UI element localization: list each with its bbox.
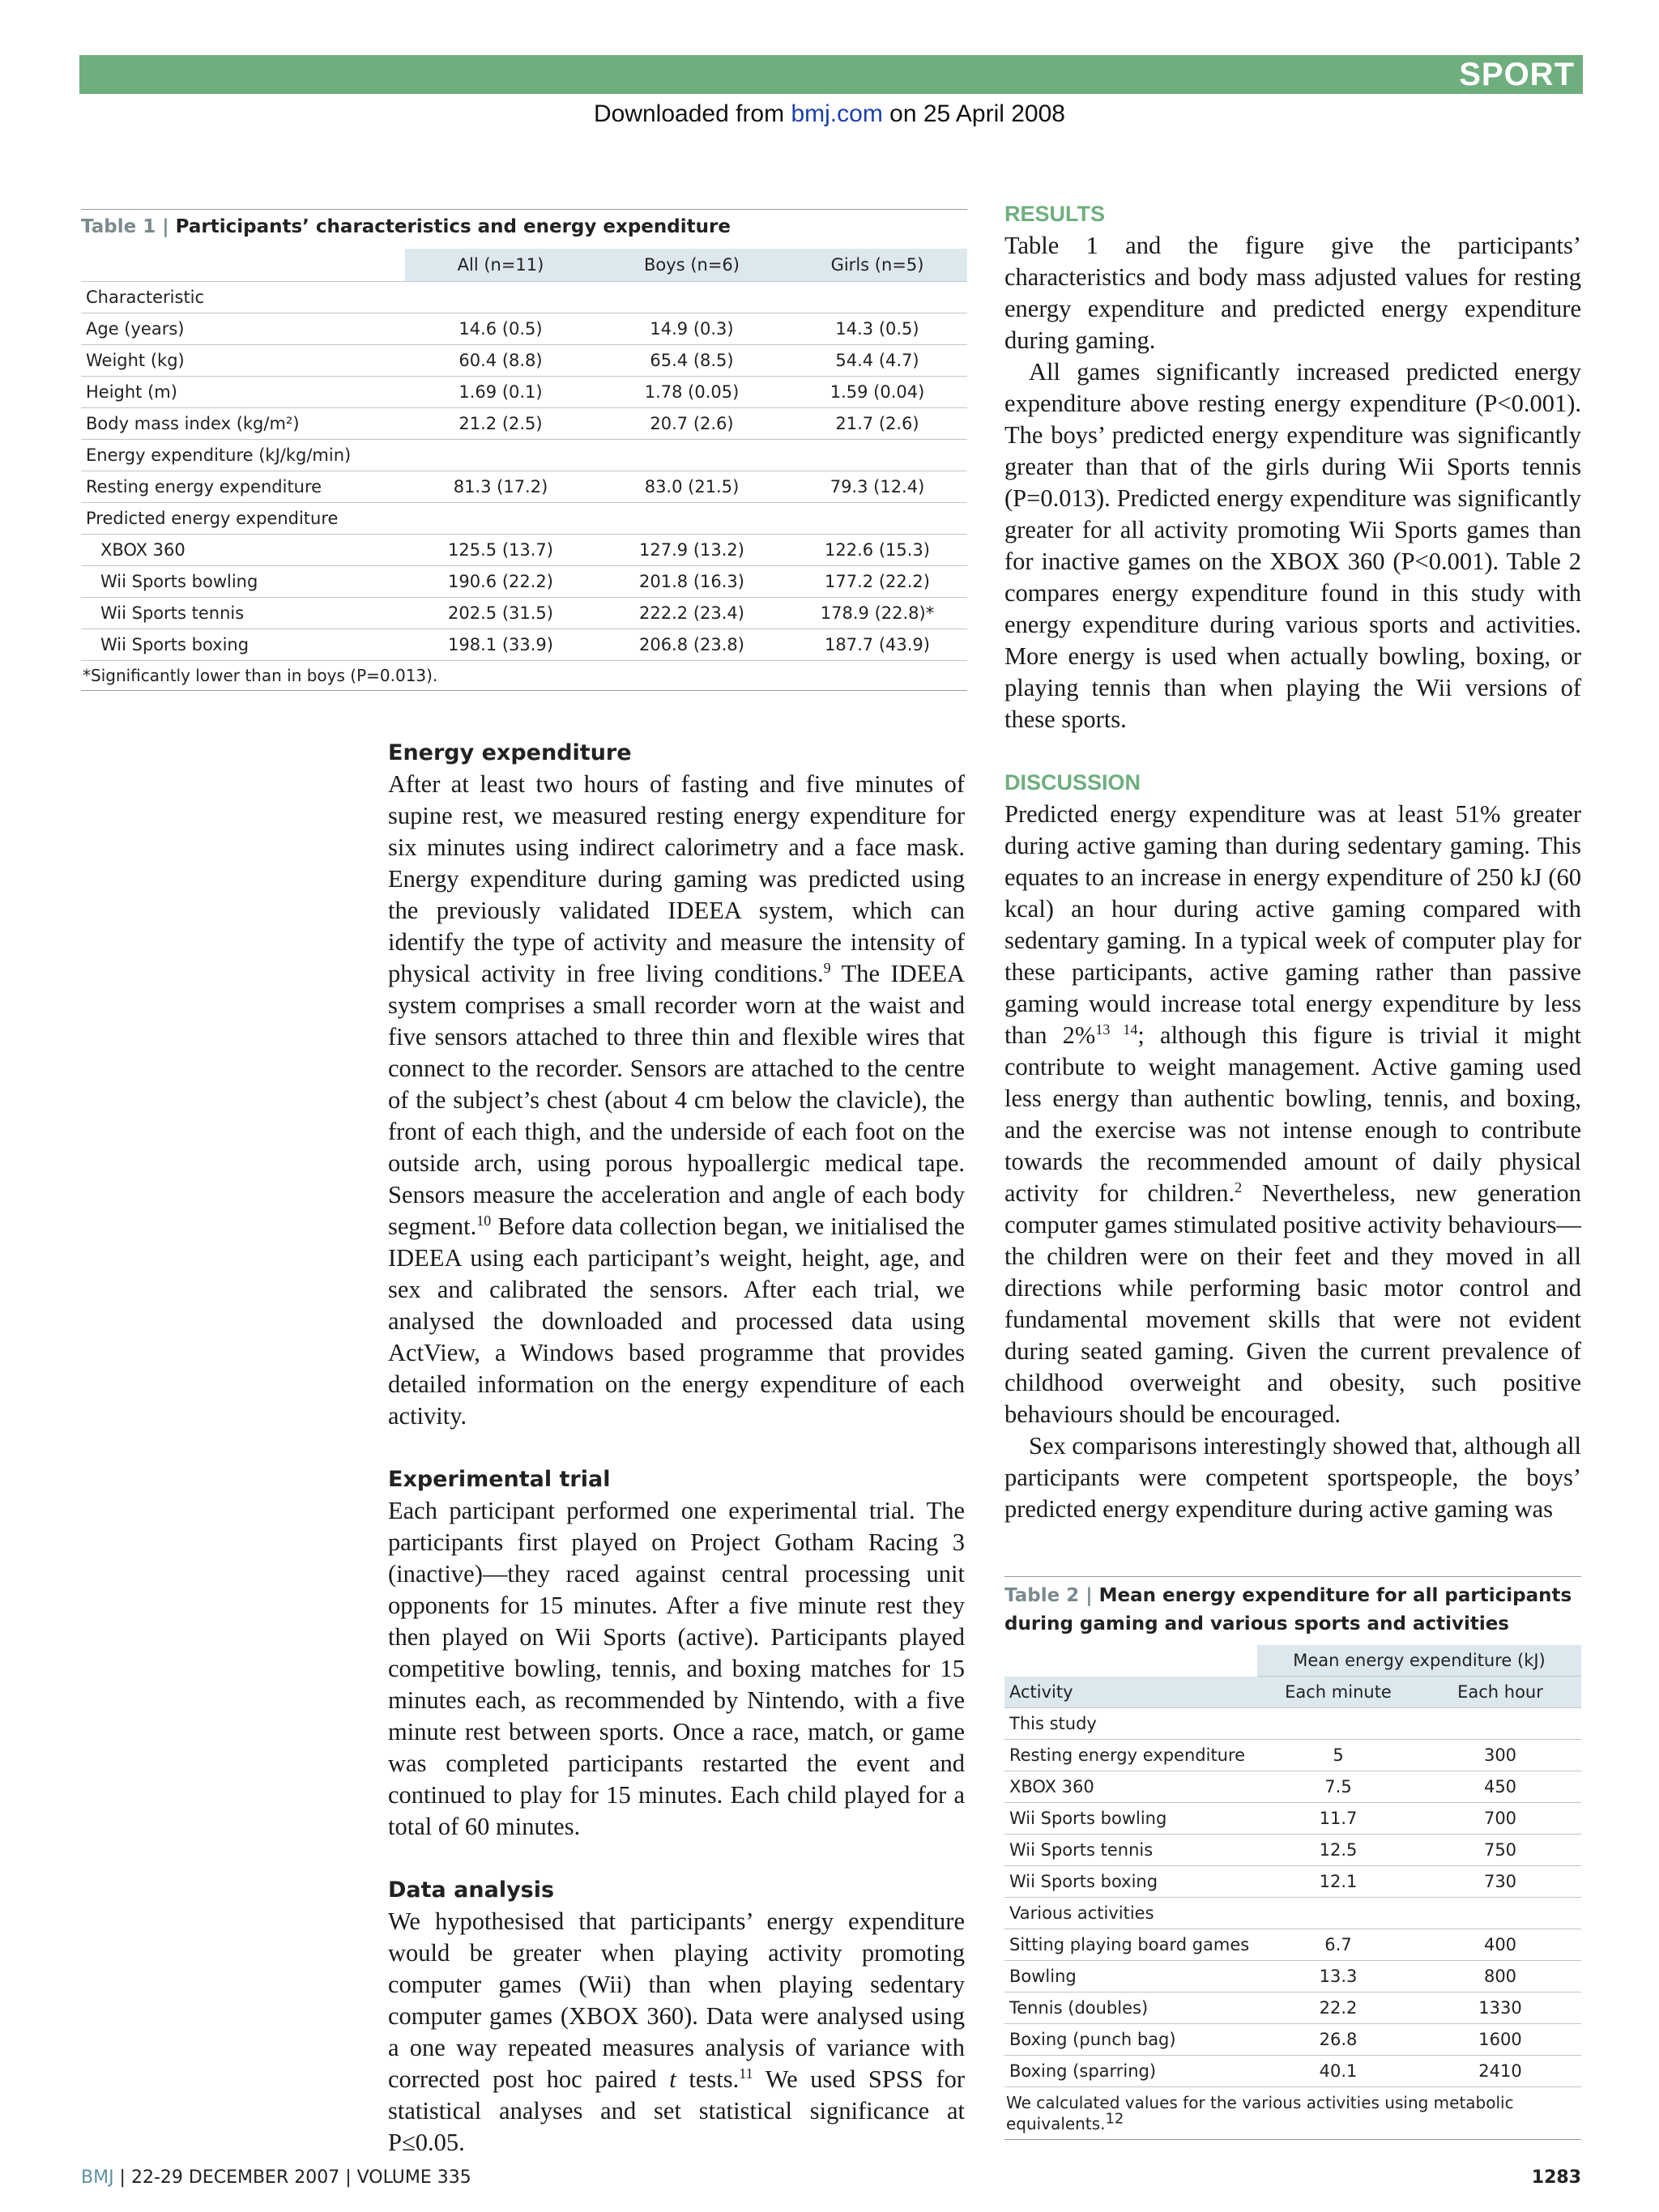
download-prefix: Downloaded from (593, 100, 791, 127)
table-row (81, 502, 967, 534)
table-row (1004, 2056, 1581, 2087)
cell-minute: 26.8 (1257, 2024, 1419, 2056)
row-label: Wii Sports bowling (1004, 1803, 1257, 1835)
table-2 (1004, 1576, 1581, 2140)
discussion-heading: DISCUSSION (1004, 770, 1141, 795)
cell-minute: 11.7 (1257, 1803, 1419, 1835)
cell-hour (1419, 1708, 1581, 1740)
table-row (81, 629, 967, 660)
energy-text-3: Before data collection began, we initialised the IDEEA using each participant’s weight, height, age, and sex and calibrated the sensors. After each trial, we analysed the downloaded and processed data using ActView, a Windows based programme that provides detailed information on the energy expenditure of each activity. (388, 1213, 965, 1430)
cell-hour: 400 (1419, 1929, 1581, 1961)
row-label: Wii Sports boxing (81, 629, 405, 660)
cell-minute: 40.1 (1257, 2056, 1419, 2087)
ref: 2 (1235, 1178, 1243, 1196)
cell-all (405, 281, 596, 313)
results-heading: RESULTS (1004, 202, 1106, 226)
cell-hour: 700 (1419, 1803, 1581, 1835)
data-text-2: We used SPSS for statistical analyses and set statistical significance at P≤0.05. (388, 2065, 965, 2156)
cell-minute: 12.1 (1257, 1866, 1419, 1898)
cell-girls: 54.4 (4.7) (787, 344, 967, 376)
table-row (1004, 1866, 1581, 1898)
table-row (1004, 1803, 1581, 1835)
table-2-footnote-text: We calculated values for the various activities using metabolic equivalents. (1006, 2093, 1514, 2133)
row-label: Wii Sports tennis (81, 597, 405, 629)
footer-citation (81, 2167, 471, 2188)
energy-text: After at least two hours of fasting and five minutes of supine rest, we measured resting energy expenditure for six minutes using indirect calorimetry and a face mask. Energy expenditure during gaming was predicted using the previously validated IDEEA system, which can identify the type of activity and measure the intensity of physical activity in free living conditions. (388, 770, 965, 987)
table-row (81, 281, 967, 313)
cell-girls (787, 281, 967, 313)
cell-minute: 7.5 (1257, 1771, 1419, 1803)
section-bar (79, 55, 1583, 94)
cell-all: 21.2 (2.5) (405, 407, 596, 439)
table-row (81, 565, 967, 597)
cell-girls: 14.3 (0.5) (787, 313, 967, 344)
table-1-footnote: *Significantly lower than in boys (P=0.013). (81, 661, 967, 691)
cell-all: 198.1 (33.9) (405, 629, 596, 660)
table-2-caption: Mean energy expenditure for all participants during gaming and various sports and activities (1004, 1585, 1572, 1634)
cell-hour: 750 (1419, 1835, 1581, 1866)
cell-minute: 13.3 (1257, 1961, 1419, 1993)
cell-all: 14.6 (0.5) (405, 313, 596, 344)
results-paragraph-2: All games significantly increased predicted energy expenditure above resting energy expenditure (P<0.001). The boys’ predicted energy expenditure was significantly greater than that of the girls during Wii Sports tennis (P=0.013). Predicted energy expenditure was significantly greater for all activity promoting Wii Sports games than for inactive games on the XBOX 360 (P<0.001). Table 2 compares energy expenditure found in this study with energy expenditure during various sports and activities. More energy is used when actually bowling, boxing, or playing tennis than when playing the Wii versions of these sports. (1004, 358, 1581, 733)
cell-minute: 5 (1257, 1740, 1419, 1771)
table-row (81, 407, 967, 439)
table-2-col-hour: Each hour (1419, 1677, 1581, 1708)
cell-hour: 450 (1419, 1771, 1581, 1803)
row-label: Body mass index (kg/m²) (81, 407, 405, 439)
energy-text-2: The IDEEA system comprises a small recorder worn at the waist and five sensors attached to three thin and flexible wires that connect to the recorder. Sensors are attached to the centre of the subject’s chest (about 4 cm below the clavicle), the front of each thigh, and the underside of each foot on the outside arch, using porous hypoallergic medical tape. Sensors measure the acceleration and angle of each body segment. (388, 960, 965, 1240)
cell-hour: 1330 (1419, 1993, 1581, 2024)
cell-hour (1419, 1898, 1581, 1929)
cell-boys: 222.2 (23.4) (596, 597, 787, 629)
table-2-label: Table 2 (1004, 1585, 1080, 1606)
cell-boys (596, 281, 787, 313)
row-label: Various activities (1004, 1898, 1257, 1929)
cell-girls: 122.6 (15.3) (787, 534, 967, 565)
table-1-col-all: All (n=11) (405, 249, 596, 281)
table-row (1004, 2024, 1581, 2056)
ref: 9 (823, 959, 831, 976)
row-label: This study (1004, 1708, 1257, 1740)
row-label: Boxing (sparring) (1004, 2056, 1257, 2087)
cell-hour: 800 (1419, 1961, 1581, 1993)
cell-girls: 1.59 (0.04) (787, 376, 967, 407)
source-link[interactable]: bmj.com (791, 100, 883, 127)
row-label: Resting energy expenditure (1004, 1740, 1257, 1771)
cell-all: 125.5 (13.7) (405, 534, 596, 565)
table-1-col-label (81, 249, 405, 281)
table-2-col-activity: Activity (1004, 1677, 1257, 1708)
discussion-paragraph-1 (1004, 799, 1581, 1430)
row-label: Wii Sports boxing (1004, 1866, 1257, 1898)
table-row (81, 597, 967, 629)
disc-text-c: Nevertheless, new generation computer games stimulated positive activity behaviours—the children were on their feet and they moved in all directions while performing basic motor control and fundamental movement skills that were not evident during seated gaming. Given the current prevalence of childhood overweight and obesity, such positive behaviours should be encouraged. (1004, 1179, 1581, 1428)
cell-boys (596, 502, 787, 534)
row-label: Weight (kg) (81, 344, 405, 376)
cell-girls (787, 502, 967, 534)
trial-heading: Experimental trial (388, 1467, 611, 1492)
table-2-title: Table 2 | Mean energy expenditure for all participants during gaming and various sports and activities (1004, 1576, 1581, 1639)
row-label: Predicted energy expenditure (81, 502, 405, 534)
table-row (81, 439, 967, 471)
cell-minute (1257, 1898, 1419, 1929)
cell-hour: 2410 (1419, 2056, 1581, 2087)
data-t: t (669, 2065, 676, 2093)
table-1-col-boys: Boys (n=6) (596, 249, 787, 281)
row-label: Wii Sports tennis (1004, 1835, 1257, 1866)
row-label: XBOX 360 (81, 534, 405, 565)
cell-all: 190.6 (22.2) (405, 565, 596, 597)
table-row (81, 471, 967, 502)
page-number: 1283 (1531, 2167, 1581, 2188)
methods-column (388, 737, 965, 2159)
row-label: Resting energy expenditure (81, 471, 405, 502)
ref: 12 (1105, 2110, 1124, 2128)
cell-girls: 79.3 (12.4) (787, 471, 967, 502)
cell-minute (1257, 1708, 1419, 1740)
cell-all: 60.4 (8.8) (405, 344, 596, 376)
cell-hour: 1600 (1419, 2024, 1581, 2056)
footer-issue: | 22-29 DECEMBER 2007 | VOLUME 335 (113, 2167, 471, 2188)
row-label: XBOX 360 (1004, 1771, 1257, 1803)
cell-minute: 22.2 (1257, 1993, 1419, 2024)
cell-girls: 177.2 (22.2) (787, 565, 967, 597)
right-column (1004, 198, 1581, 1525)
cell-boys: 20.7 (2.6) (596, 407, 787, 439)
ref: 11 (739, 2065, 753, 2082)
cell-hour: 730 (1419, 1866, 1581, 1898)
data-heading: Data analysis (388, 1877, 555, 1903)
row-label: Wii Sports bowling (81, 565, 405, 597)
row-label: Tennis (doubles) (1004, 1993, 1257, 2024)
disc-text-b: ; although this figure is trivial it might contribute to weight management. Active gaming used less energy than authentic bowling, tennis, and boxing, and the exercise was not intense enough to contribute towards the recommended amount of daily physical activity for children. (1004, 1021, 1581, 1207)
row-label: Bowling (1004, 1961, 1257, 1993)
download-suffix: on 25 April 2008 (882, 100, 1065, 127)
table-1-caption: Participants’ characteristics and energy expenditure (175, 216, 731, 237)
cell-boys: 1.78 (0.05) (596, 376, 787, 407)
table-1-title: Table 1 | Participants’ characteristics and energy expenditure (81, 209, 967, 249)
download-notice (0, 100, 1659, 128)
cell-boys: 83.0 (21.5) (596, 471, 787, 502)
cell-minute: 12.5 (1257, 1835, 1419, 1866)
table-row (81, 344, 967, 376)
table-row (1004, 1835, 1581, 1866)
table-2-blank (1004, 1645, 1257, 1677)
table-2-grid (1004, 1645, 1581, 2087)
disc-text-a: Predicted energy expenditure was at least 51% greater during active gaming than during sedentary gaming. This equates to an increase in energy expenditure of 250 kJ (60 kcal) an hour during active gaming compared with sedentary gaming. In a typical week of computer play for these participants, active gaming rather than passive gaming would increase total energy expenditure by less than 2% (1004, 800, 1581, 1049)
cell-minute: 6.7 (1257, 1929, 1419, 1961)
cell-hour: 300 (1419, 1740, 1581, 1771)
row-label: Sitting playing board games (1004, 1929, 1257, 1961)
row-label: Energy expenditure (kJ/kg/min) (81, 439, 405, 471)
cell-all (405, 502, 596, 534)
ref: 13 14 (1095, 1021, 1138, 1038)
cell-boys: 201.8 (16.3) (596, 565, 787, 597)
results-paragraph-1: Table 1 and the figure give the participants’ characteristics and body mass adjusted values for resting energy expenditure and predicted energy expenditure during gaming. (1004, 232, 1581, 354)
table-1-col-girls: Girls (n=5) (787, 249, 967, 281)
table-row (1004, 1961, 1581, 1993)
cell-boys: 65.4 (8.5) (596, 344, 787, 376)
cell-girls: 21.7 (2.6) (787, 407, 967, 439)
section-label: SPORT (1459, 57, 1575, 92)
cell-boys (596, 439, 787, 471)
table-row (81, 376, 967, 407)
table-row (1004, 1993, 1581, 2024)
table-row (1004, 1708, 1581, 1740)
cell-boys: 206.8 (23.8) (596, 629, 787, 660)
data-text: We hypothesised that participants’ energy expenditure would be greater when playing activity promoting computer games (Wii) than when playing sedentary computer games (XBOX 360). Data were analysed using a one way repeated measures analysis of variance with corrected post hoc paired (388, 1907, 965, 2093)
energy-paragraph (388, 769, 965, 1432)
row-label: Height (m) (81, 376, 405, 407)
cell-girls: 187.7 (43.9) (787, 629, 967, 660)
table-2-col-minute: Each minute (1257, 1677, 1419, 1708)
row-label: Boxing (punch bag) (1004, 2024, 1257, 2056)
cell-girls (787, 439, 967, 471)
cell-boys: 14.9 (0.3) (596, 313, 787, 344)
data-paragraph (388, 1906, 965, 2159)
table-2-group-header: Mean energy expenditure (kJ) (1257, 1645, 1581, 1677)
table-1-grid (81, 249, 967, 661)
discussion-paragraph-2: Sex comparisons interestingly showed that, although all participants were competent sportspeople, the boys’ predicted energy expenditure during active gaming was (1004, 1432, 1581, 1523)
cell-all (405, 439, 596, 471)
row-label: Characteristic (81, 281, 405, 313)
row-label: Age (years) (81, 313, 405, 344)
cell-boys: 127.9 (13.2) (596, 534, 787, 565)
data-text-b: tests. (676, 2065, 740, 2093)
cell-all: 202.5 (31.5) (405, 597, 596, 629)
cell-all: 81.3 (17.2) (405, 471, 596, 502)
ref: 10 (476, 1212, 492, 1229)
table-1-label: Table 1 (81, 216, 156, 237)
table-row (1004, 1740, 1581, 1771)
table-row (1004, 1771, 1581, 1803)
energy-heading: Energy expenditure (388, 740, 632, 765)
table-row (1004, 1898, 1581, 1929)
table-row (81, 534, 967, 565)
table-1 (81, 209, 967, 691)
trial-paragraph: Each participant performed one experimental trial. The participants first played on Project Gotham Racing 3 (inactive)—they raced against central processing unit opponents for 15 minutes. After a five minute rest they then played on Wii Sports (active). Participants played competitive bowling, tennis, and boxing matches for 15 minutes each, as recommended by Nintendo, with a five minute rest between sports. Once a race, match, or game was completed participants restarted the event and continued to play for 15 minutes. Each child played for a total of 60 minutes. (388, 1497, 965, 1840)
cell-girls: 178.9 (22.8)* (787, 597, 967, 629)
table-row (81, 313, 967, 344)
footer-journal: BMJ (81, 2167, 114, 2188)
table-row (1004, 1929, 1581, 1961)
table-2-footnote (1004, 2087, 1581, 2140)
cell-all: 1.69 (0.1) (405, 376, 596, 407)
